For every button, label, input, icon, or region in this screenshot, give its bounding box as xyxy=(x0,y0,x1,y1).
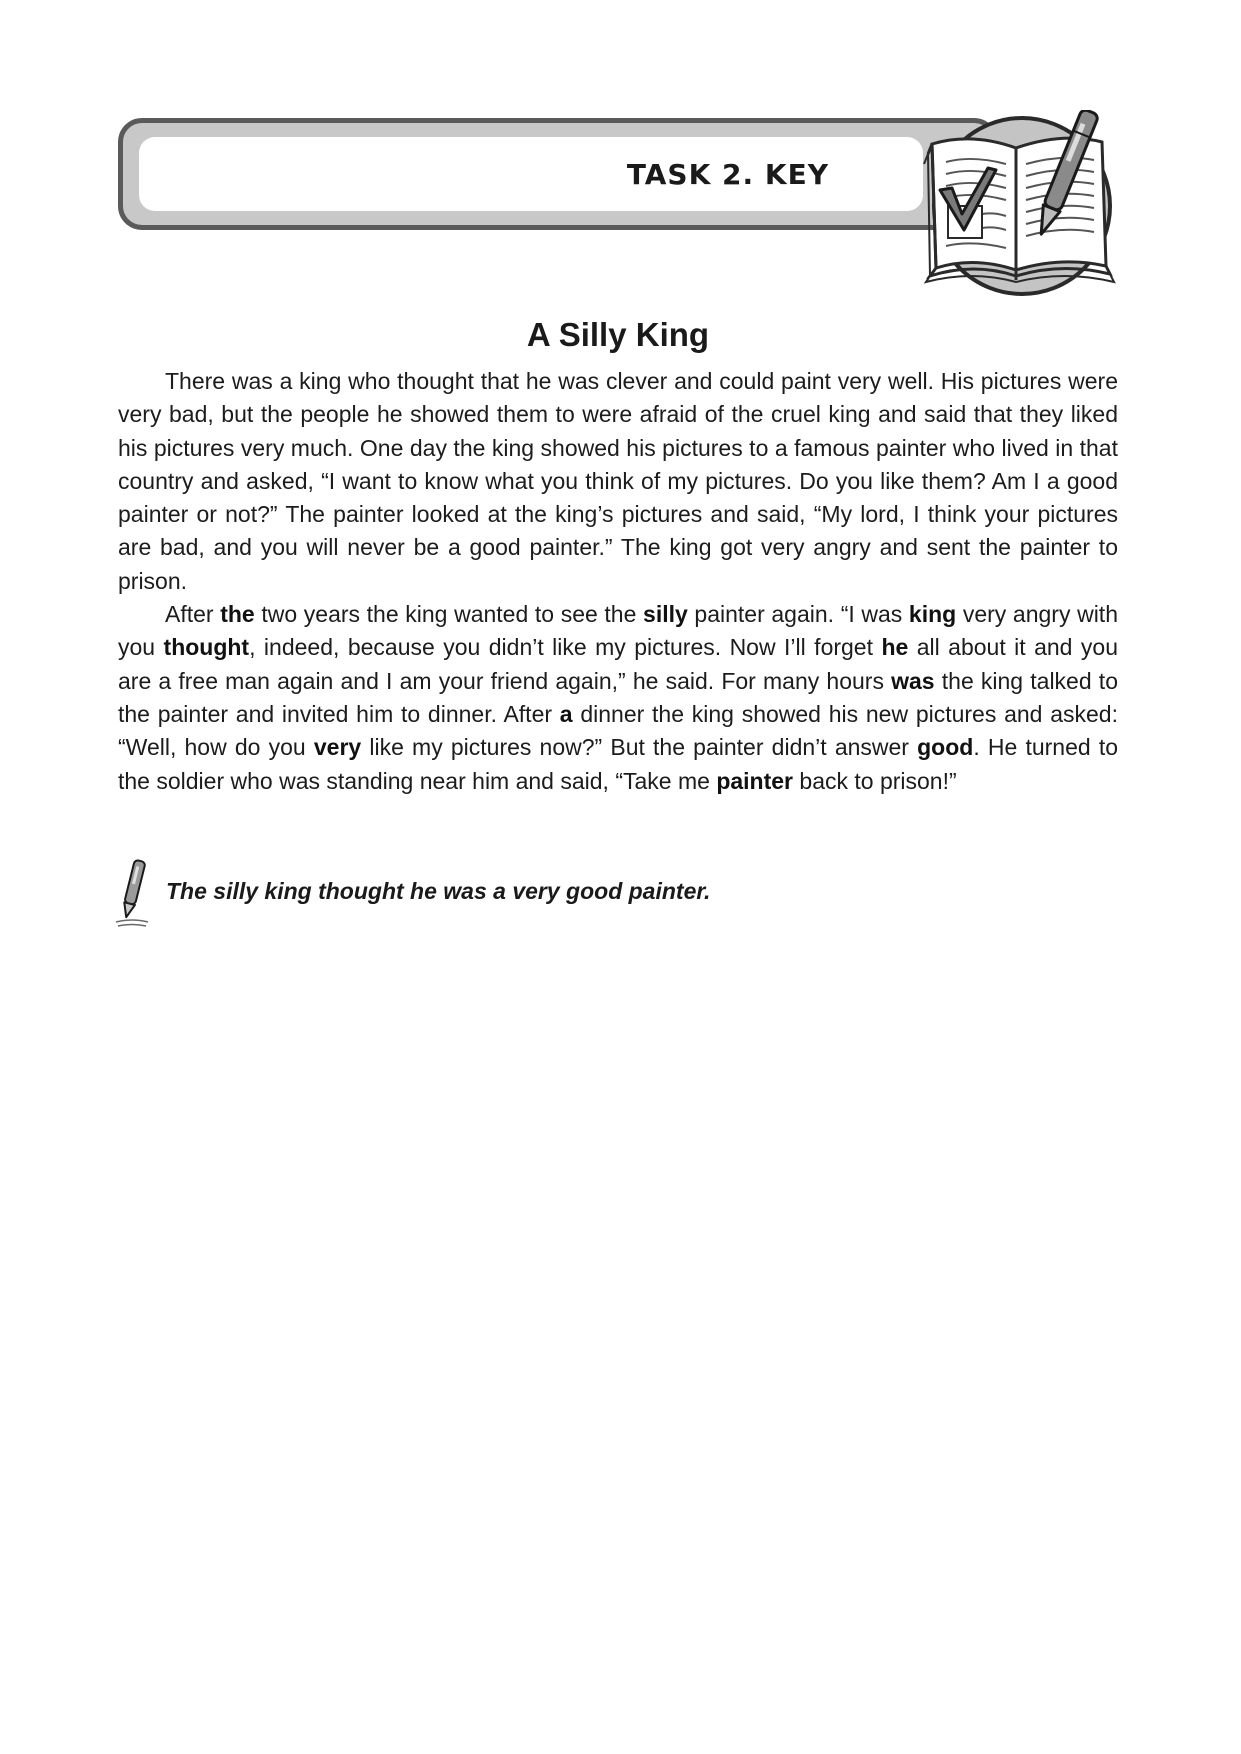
story-text-segment: , indeed, because you didn’t like my pictures. Now I’ll forget xyxy=(249,634,882,661)
story-text-segment: the king talked to the painter and invited him to dinner. After xyxy=(118,667,1118,727)
answer-word: painter xyxy=(716,767,794,794)
story-text-segment: like my pictures now?” But the painter didn’t answer xyxy=(361,734,918,761)
answer-word: silly xyxy=(643,601,688,628)
answer-word: good xyxy=(917,734,974,761)
answer-word: he xyxy=(881,634,909,661)
story-paragraph-1: There was a king who thought that he was clever and could paint very well. His pictures were very bad, but the people he showed them to were afraid of the cruel king and said that they liked his pictures very much. One day the king showed his pictures to a famous painter who lived in that country and asked, “I want to know what you think of my pictures. Do you like them? Am I a good painter or not?” The painter looked at the king’s pictures and said, “My lord, I think your pictures are bad, and you will never be a good painter.” The king got very angry and sent the painter to prison. xyxy=(118,368,1118,594)
story-text-segment: two years the king wanted to see the xyxy=(254,601,644,628)
story-text-segment: After xyxy=(165,601,221,628)
answer-word: a xyxy=(559,700,573,727)
story-text-segment: painter again. “I was xyxy=(687,601,909,628)
task-banner-inner xyxy=(139,137,923,211)
open-book-checkmark-pen-icon xyxy=(922,110,1128,310)
story-text-segment: dinner the king showed his new pictures and asked: “Well, how do you xyxy=(118,700,1118,761)
note-text: The silly king thought he was a very good painter. xyxy=(166,878,711,904)
story-body xyxy=(118,365,1118,798)
story-paragraph-2 xyxy=(118,598,1118,798)
pen-icon xyxy=(114,858,152,930)
story-text-segment: all about it and you are a free man again and I am your friend again,” he said. For many hours xyxy=(118,634,1118,694)
answer-word: the xyxy=(220,601,255,628)
answer-word: king xyxy=(908,601,957,628)
story-text-segment: back to prison!” xyxy=(793,767,957,794)
story-text-segment: very angry with you xyxy=(118,601,1118,661)
answer-word: thought xyxy=(163,634,250,661)
answer-word: was xyxy=(891,667,935,694)
story-text-segment: . He turned to the soldier who was standing near him and said, “Take me xyxy=(118,734,1119,794)
task-title: TASK 2. KEY xyxy=(626,157,829,191)
story-title: A Silly King xyxy=(526,316,710,353)
answer-word: very xyxy=(313,734,362,761)
task-banner xyxy=(118,118,998,230)
